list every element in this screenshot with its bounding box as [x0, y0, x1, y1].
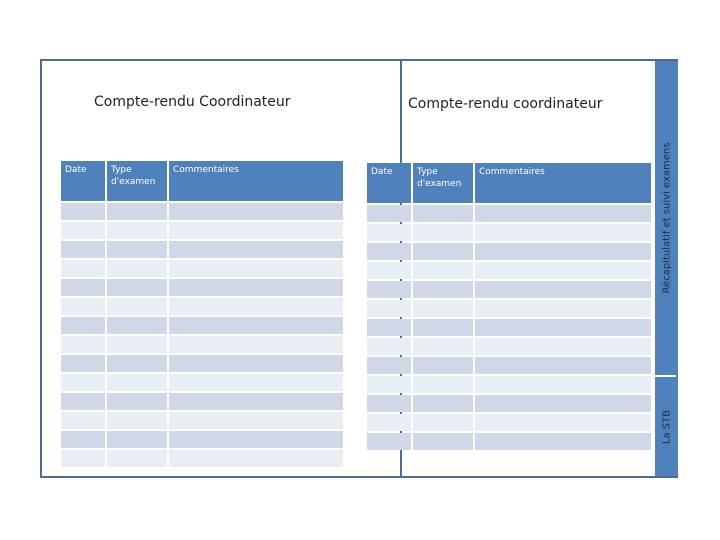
exam-type-cell[interactable]	[413, 281, 473, 298]
exam-type-cell[interactable]	[107, 393, 167, 410]
table-row	[367, 224, 651, 241]
date-cell[interactable]	[367, 357, 411, 374]
date-cell[interactable]	[61, 412, 105, 429]
date-cell[interactable]	[367, 338, 411, 355]
date-cell[interactable]	[367, 300, 411, 317]
date-cell[interactable]	[61, 374, 105, 391]
comments-cell[interactable]	[169, 374, 343, 391]
date-cell[interactable]	[61, 279, 105, 296]
comments-cell[interactable]	[475, 376, 651, 393]
table-row	[61, 336, 343, 353]
date-cell[interactable]	[367, 224, 411, 241]
table-row	[61, 222, 343, 239]
table-row	[367, 395, 651, 412]
date-cell[interactable]	[61, 222, 105, 239]
exam-type-cell[interactable]	[413, 357, 473, 374]
exam-type-cell[interactable]	[107, 260, 167, 277]
table-row	[367, 414, 651, 431]
date-cell[interactable]	[61, 203, 105, 220]
date-cell[interactable]	[367, 205, 411, 222]
date-cell[interactable]	[61, 431, 105, 448]
exam-type-cell[interactable]	[413, 262, 473, 279]
table-row	[367, 281, 651, 298]
exam-type-cell[interactable]	[413, 414, 473, 431]
date-cell[interactable]	[61, 260, 105, 277]
table-row	[367, 205, 651, 222]
date-cell[interactable]	[367, 281, 411, 298]
exam-type-cell[interactable]	[413, 376, 473, 393]
table-row	[61, 317, 343, 334]
exam-type-cell[interactable]	[107, 374, 167, 391]
date-cell[interactable]	[61, 298, 105, 315]
exam-type-cell[interactable]	[107, 431, 167, 448]
exam-type-cell[interactable]	[107, 450, 167, 467]
comments-cell[interactable]	[169, 355, 343, 372]
comments-cell[interactable]	[169, 222, 343, 239]
table-row	[61, 298, 343, 315]
exam-type-cell[interactable]	[107, 298, 167, 315]
comments-cell[interactable]	[169, 450, 343, 467]
comments-cell[interactable]	[475, 243, 651, 260]
exam-type-cell[interactable]	[107, 241, 167, 258]
comments-cell[interactable]	[169, 298, 343, 315]
table-row	[367, 262, 651, 279]
exam-type-cell[interactable]	[107, 317, 167, 334]
table-row	[367, 433, 651, 450]
table-row	[367, 338, 651, 355]
exam-type-column-header: Type d'examen	[413, 163, 473, 203]
table-row	[367, 319, 651, 336]
date-cell[interactable]	[367, 414, 411, 431]
date-cell[interactable]	[61, 336, 105, 353]
comments-cell[interactable]	[169, 393, 343, 410]
table-row	[61, 393, 343, 410]
table-row	[61, 412, 343, 429]
comments-cell[interactable]	[169, 241, 343, 258]
comments-cell[interactable]	[169, 336, 343, 353]
table-row	[367, 243, 651, 260]
left-report-table	[59, 159, 345, 469]
table-row	[61, 279, 343, 296]
exam-type-cell[interactable]	[413, 319, 473, 336]
comments-cell[interactable]	[475, 262, 651, 279]
date-cell[interactable]	[367, 395, 411, 412]
comments-cell[interactable]	[475, 224, 651, 241]
recap-side-tab[interactable]	[655, 61, 678, 375]
table-row	[61, 203, 343, 220]
table-row	[61, 241, 343, 258]
comments-cell[interactable]	[169, 412, 343, 429]
stb-side-tab[interactable]	[655, 377, 678, 476]
date-cell[interactable]	[367, 319, 411, 336]
exam-type-cell[interactable]	[413, 300, 473, 317]
date-cell[interactable]	[61, 450, 105, 467]
exam-type-cell[interactable]	[413, 205, 473, 222]
date-cell[interactable]	[61, 355, 105, 372]
exam-type-cell[interactable]	[107, 222, 167, 239]
comments-column-header: Commentaires	[475, 163, 651, 203]
exam-type-cell[interactable]	[413, 433, 473, 450]
comments-cell[interactable]	[475, 338, 651, 355]
recap-tab-label: Récapitulatif et suivi examens	[661, 142, 672, 294]
exam-type-cell[interactable]	[107, 355, 167, 372]
table-row	[61, 374, 343, 391]
exam-type-cell[interactable]	[107, 203, 167, 220]
exam-type-cell[interactable]	[107, 336, 167, 353]
date-cell[interactable]	[367, 433, 411, 450]
comments-cell[interactable]	[169, 203, 343, 220]
comments-cell[interactable]	[169, 279, 343, 296]
comments-cell[interactable]	[475, 300, 651, 317]
document-frame	[40, 59, 678, 478]
comments-cell[interactable]	[475, 357, 651, 374]
comments-cell[interactable]	[475, 281, 651, 298]
right-page-title: Compte-rendu coordinateur	[408, 96, 603, 112]
right-report-table	[365, 161, 653, 452]
exam-type-cell[interactable]	[413, 224, 473, 241]
left-table-header-row	[61, 161, 343, 201]
comments-cell[interactable]	[169, 260, 343, 277]
comments-cell[interactable]	[475, 395, 651, 412]
date-column-header: Date	[61, 161, 105, 201]
exam-type-column-header: Type d'examen	[107, 161, 167, 201]
stb-tab-label: La STB	[661, 409, 672, 444]
right-table-header-row	[367, 163, 651, 203]
table-row	[61, 450, 343, 467]
exam-type-cell[interactable]	[413, 243, 473, 260]
comments-cell[interactable]	[475, 414, 651, 431]
table-row	[61, 431, 343, 448]
exam-type-cell[interactable]	[107, 279, 167, 296]
comments-cell[interactable]	[475, 205, 651, 222]
date-cell[interactable]	[61, 317, 105, 334]
comments-cell[interactable]	[475, 433, 651, 450]
comments-column-header: Commentaires	[169, 161, 343, 201]
date-cell[interactable]	[367, 262, 411, 279]
date-cell[interactable]	[61, 393, 105, 410]
comments-cell[interactable]	[169, 431, 343, 448]
date-cell[interactable]	[367, 376, 411, 393]
date-cell[interactable]	[367, 243, 411, 260]
table-row	[61, 355, 343, 372]
comments-cell[interactable]	[169, 317, 343, 334]
exam-type-cell[interactable]	[413, 338, 473, 355]
comments-cell[interactable]	[475, 319, 651, 336]
table-row	[367, 357, 651, 374]
date-cell[interactable]	[61, 241, 105, 258]
exam-type-cell[interactable]	[413, 395, 473, 412]
date-column-header: Date	[367, 163, 411, 203]
left-page-title: Compte-rendu Coordinateur	[94, 94, 291, 110]
table-row	[367, 376, 651, 393]
exam-type-cell[interactable]	[107, 412, 167, 429]
table-row	[367, 300, 651, 317]
table-row	[61, 260, 343, 277]
